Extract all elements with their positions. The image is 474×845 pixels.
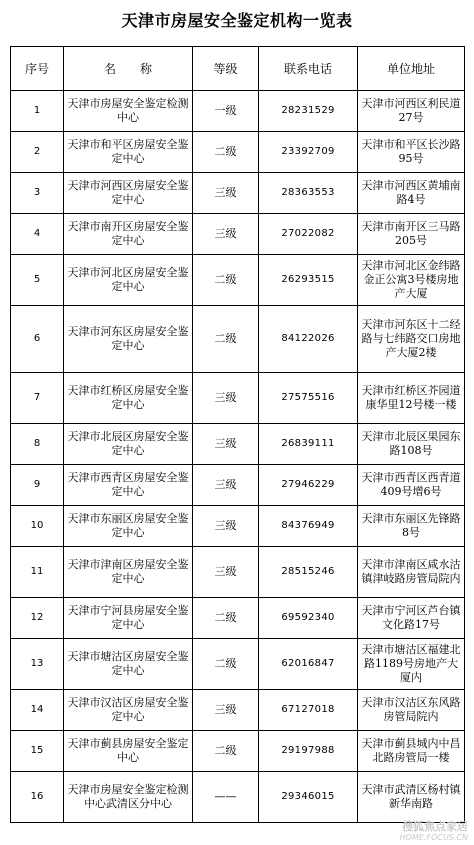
- agency-phone: 27946229: [259, 465, 358, 506]
- agency-name: 天津市红桥区房屋安全鉴定中心: [64, 373, 193, 424]
- agency-address: 天津市南开区三马路205号: [358, 214, 465, 255]
- agency-address: 天津市宁河区芦台镇文化路17号: [358, 598, 465, 639]
- agency-phone: 27022082: [259, 214, 358, 255]
- agency-phone: 28363553: [259, 173, 358, 214]
- agency-name: 天津市和平区房屋安全鉴定中心: [64, 132, 193, 173]
- row-index: 11: [11, 547, 64, 598]
- table-row: [11, 255, 465, 306]
- table-row: [11, 173, 465, 214]
- row-index: 4: [11, 214, 64, 255]
- header-index: 序号: [11, 47, 64, 91]
- agency-phone: 26293515: [259, 255, 358, 306]
- agency-address: 天津市河西区黄埔南路4号: [358, 173, 465, 214]
- agency-address: 天津市塘沽区福建北路1189号房地产大厦内: [358, 639, 465, 690]
- header-name: 名 称: [64, 47, 193, 91]
- agency-grade: 二级: [193, 255, 259, 306]
- agency-grade: 三级: [193, 506, 259, 547]
- row-index: 14: [11, 690, 64, 731]
- agency-name: 天津市河西区房屋安全鉴定中心: [64, 173, 193, 214]
- agency-phone: 67127018: [259, 690, 358, 731]
- table-row: [11, 639, 465, 690]
- header-phone: 联系电话: [259, 47, 358, 91]
- agency-phone: 69592340: [259, 598, 358, 639]
- agency-name: 天津市南开区房屋安全鉴定中心: [64, 214, 193, 255]
- agency-grade: 三级: [193, 424, 259, 465]
- agency-name: 天津市房屋安全鉴定检测中心武清区分中心: [64, 772, 193, 823]
- table-row: [11, 306, 465, 373]
- table-row: [11, 547, 465, 598]
- agency-grade: 一级: [193, 91, 259, 132]
- table-row: [11, 690, 465, 731]
- agency-name: 天津市宁河县房屋安全鉴定中心: [64, 598, 193, 639]
- agency-grade: 二级: [193, 132, 259, 173]
- row-index: 16: [11, 772, 64, 823]
- table-row: [11, 465, 465, 506]
- table-row: [11, 731, 465, 772]
- row-index: 7: [11, 373, 64, 424]
- agency-phone: 29346015: [259, 772, 358, 823]
- row-index: 9: [11, 465, 64, 506]
- agency-name: 天津市房屋安全鉴定检测中心: [64, 91, 193, 132]
- table-row: [11, 373, 465, 424]
- agency-phone: 84122026: [259, 306, 358, 373]
- agency-address: 天津市东丽区先锋路8号: [358, 506, 465, 547]
- agency-address: 天津市蓟县城内中昌北路房管局一楼: [358, 731, 465, 772]
- agency-address: 天津市津南区咸水沽镇津岐路房管局院内: [358, 547, 465, 598]
- agency-grade: 三级: [193, 465, 259, 506]
- table-row: [11, 506, 465, 547]
- watermark-text: 搜狐焦点家居: [402, 820, 468, 833]
- agency-name: 天津市西青区房屋安全鉴定中心: [64, 465, 193, 506]
- agency-name: 天津市河北区房屋安全鉴定中心: [64, 255, 193, 306]
- row-index: 6: [11, 306, 64, 373]
- agency-grade: 二级: [193, 639, 259, 690]
- agency-phone: 27575516: [259, 373, 358, 424]
- agency-grade: 二级: [193, 306, 259, 373]
- agency-table: [10, 46, 465, 823]
- agency-phone: 26839111: [259, 424, 358, 465]
- row-index: 10: [11, 506, 64, 547]
- agency-address: 天津市西青区西青道409号增6号: [358, 465, 465, 506]
- header-address: 单位地址: [358, 47, 465, 91]
- agency-grade: 二级: [193, 598, 259, 639]
- row-index: 1: [11, 91, 64, 132]
- agency-phone: 84376949: [259, 506, 358, 547]
- row-index: 13: [11, 639, 64, 690]
- header-grade: 等级: [193, 47, 259, 91]
- agency-name: 天津市塘沽区房屋安全鉴定中心: [64, 639, 193, 690]
- agency-name: 天津市津南区房屋安全鉴定中心: [64, 547, 193, 598]
- agency-name: 天津市北辰区房屋安全鉴定中心: [64, 424, 193, 465]
- agency-address: 天津市红桥区芥园道康华里12号楼一楼: [358, 373, 465, 424]
- page-title: 天津市房屋安全鉴定机构一览表: [121, 11, 353, 30]
- table-row: [11, 424, 465, 465]
- agency-grade: 三级: [193, 690, 259, 731]
- row-index: 2: [11, 132, 64, 173]
- agency-address: 天津市武清区杨村镇新华南路: [358, 772, 465, 823]
- agency-name: 天津市东丽区房屋安全鉴定中心: [64, 506, 193, 547]
- row-index: 15: [11, 731, 64, 772]
- table-row: [11, 598, 465, 639]
- agency-name: 天津市汉沽区房屋安全鉴定中心: [64, 690, 193, 731]
- agency-address: 天津市和平区长沙路95号: [358, 132, 465, 173]
- agency-phone: 62016847: [259, 639, 358, 690]
- watermark: [400, 821, 468, 843]
- table-row: [11, 772, 465, 823]
- agency-phone: 28231529: [259, 91, 358, 132]
- table-row: [11, 132, 465, 173]
- agency-phone: 28515246: [259, 547, 358, 598]
- agency-name: 天津市河东区房屋安全鉴定中心: [64, 306, 193, 373]
- agency-grade: 三级: [193, 173, 259, 214]
- agency-phone: 23392709: [259, 132, 358, 173]
- table-row: [11, 214, 465, 255]
- agency-grade: 三级: [193, 373, 259, 424]
- agency-address: 天津市汉沽区东风路房管局院内: [358, 690, 465, 731]
- header-row: [11, 47, 465, 91]
- agency-grade: ——: [193, 772, 259, 823]
- agency-name: 天津市蓟县房屋安全鉴定中心: [64, 731, 193, 772]
- row-index: 12: [11, 598, 64, 639]
- row-index: 8: [11, 424, 64, 465]
- agency-phone: 29197988: [259, 731, 358, 772]
- agency-address: 天津市北辰区果园东路108号: [358, 424, 465, 465]
- agency-grade: 三级: [193, 547, 259, 598]
- row-index: 5: [11, 255, 64, 306]
- table-row: [11, 91, 465, 132]
- agency-address: 天津市河北区金纬路金正公寓3号楼房地产大厦: [358, 255, 465, 306]
- agency-address: 天津市河东区十二经路与七纬路交口房地产大厦2楼: [358, 306, 465, 373]
- agency-grade: 三级: [193, 214, 259, 255]
- row-index: 3: [11, 173, 64, 214]
- agency-grade: 二级: [193, 731, 259, 772]
- agency-address: 天津市河西区利民道27号: [358, 91, 465, 132]
- watermark-url: HOME.FOCUS.CN: [399, 833, 468, 842]
